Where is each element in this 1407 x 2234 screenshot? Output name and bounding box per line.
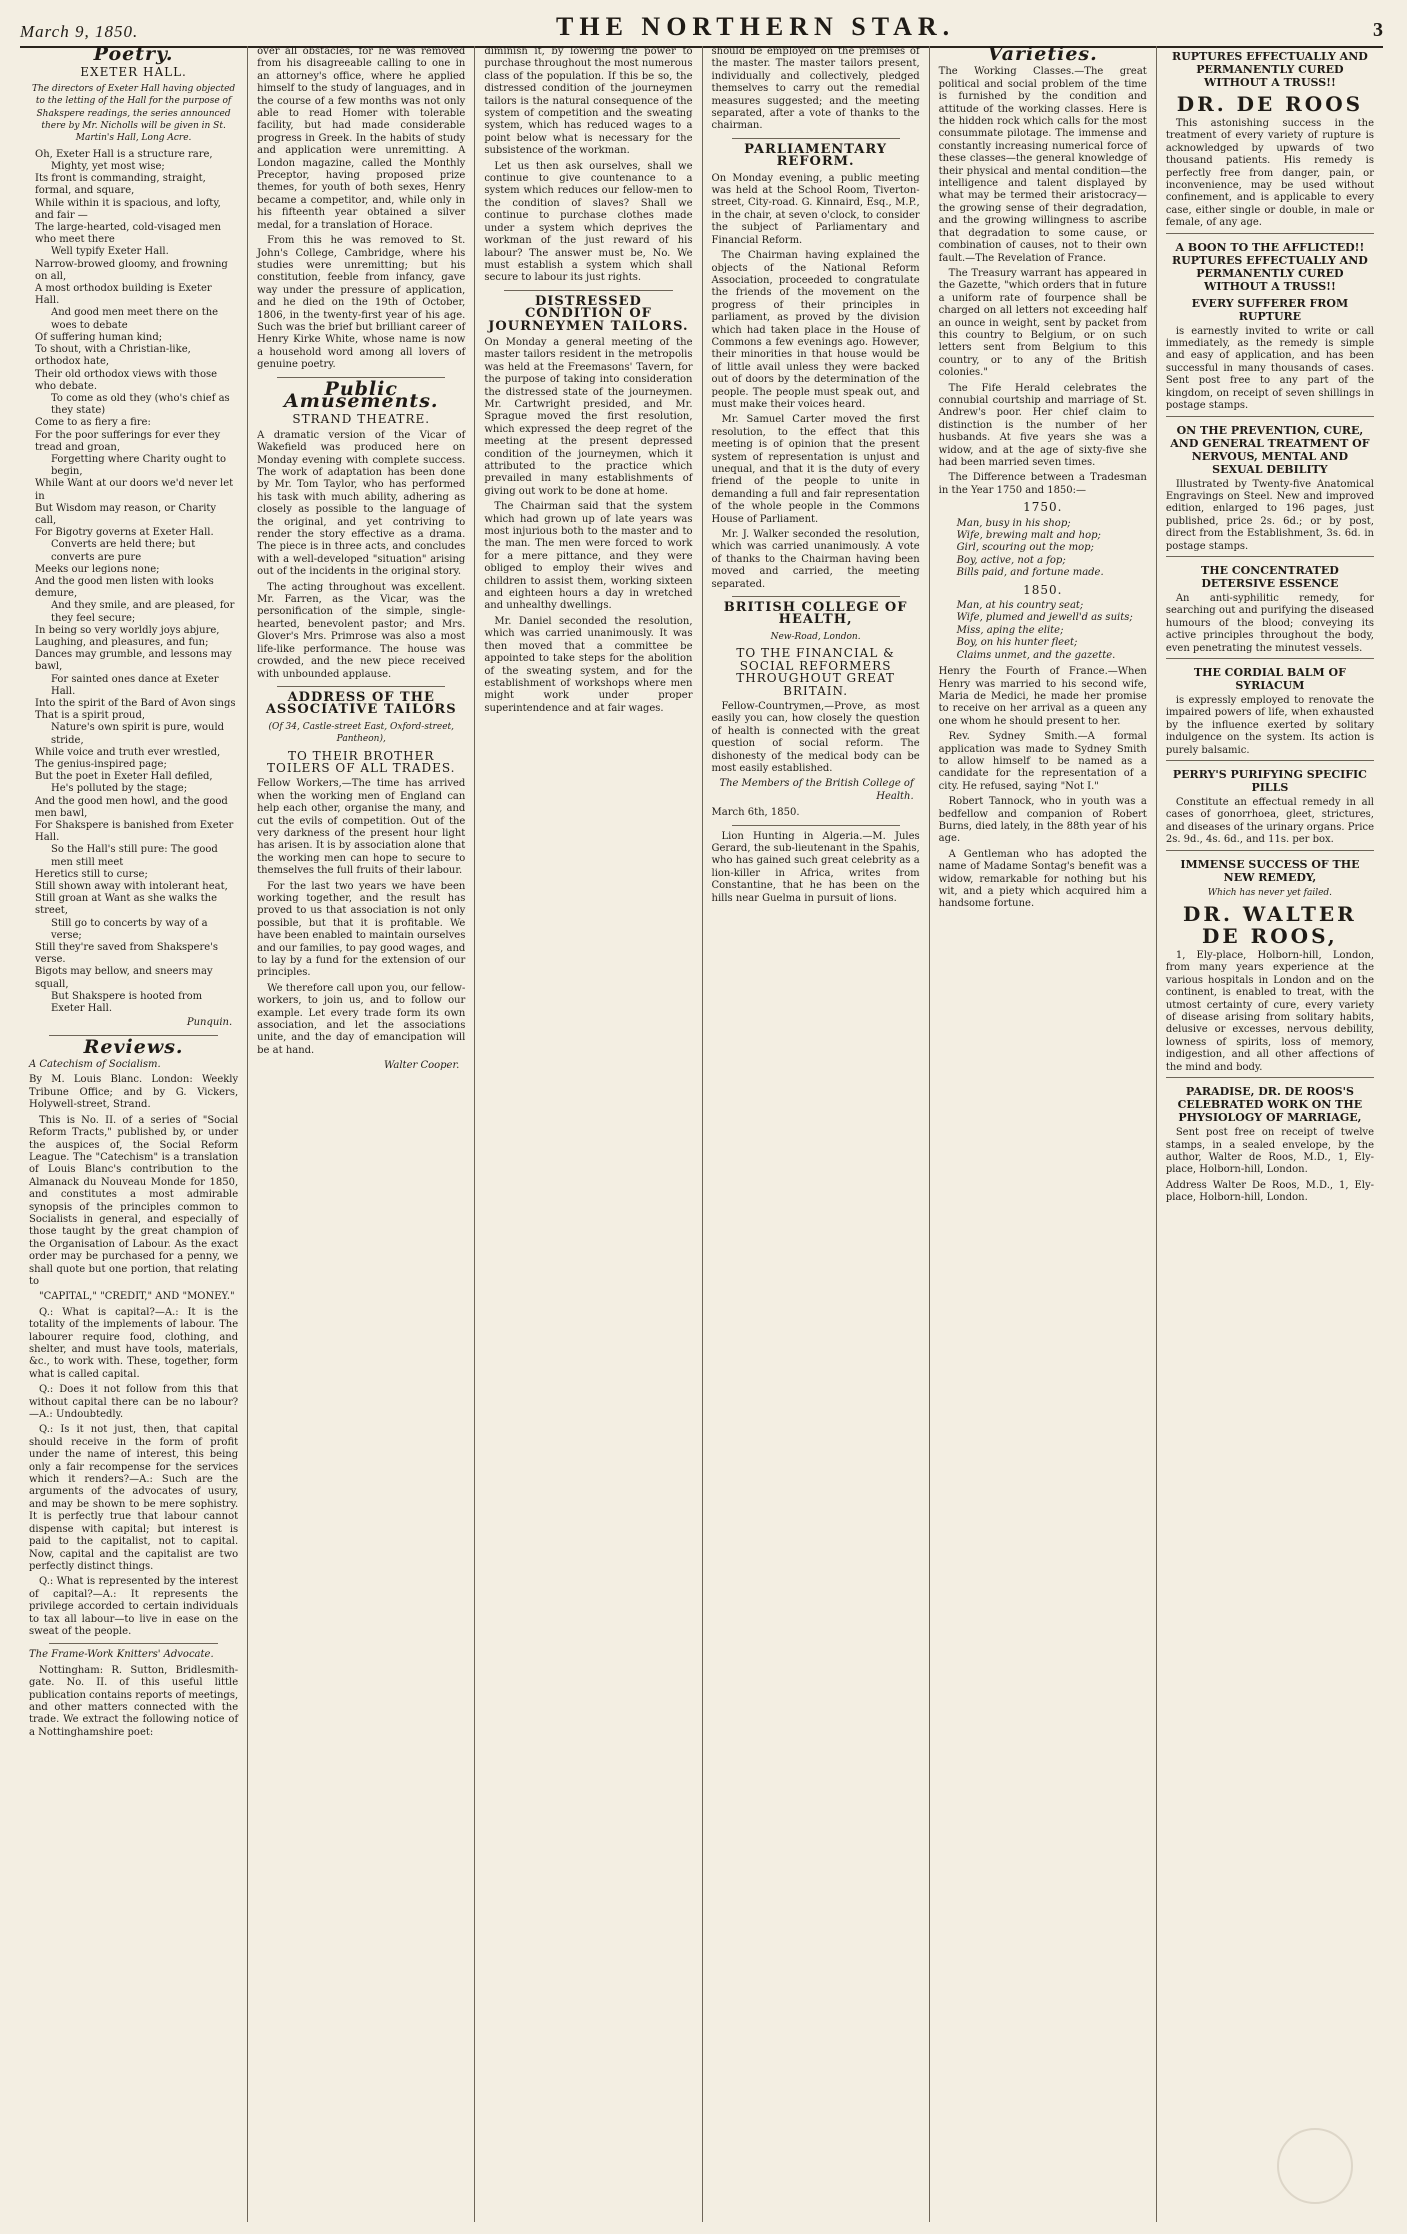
article-paragraph: Let us then ask ourselves, shall we continue to give countenance to a system which reduces our fellow-men to the condition of slaves? Shall we continue to purchase clothes made under a system which deprives the workman of the just reward of his labour? The answer must be, No. We must establish a system which shall secure to labour its just rights. [484, 160, 693, 284]
review-paragraph: Q.: Does it not follow from this that without capital there can be no labour?—A.: Undoubtedly. [29, 1384, 239, 1421]
variety-item: The Treasury warrant has appeared in the Gazette, "which orders that in future a uniform rate of fourpence shall be charged on all letters not exceeding half an ounce in weight, sent by packet from this country to Belgium, or on such letters sent from Belgium to this country, or to any of the British colonies." [938, 267, 1147, 379]
review-paragraph: "CAPITAL," "CREDIT," AND "MONEY." [39, 1291, 235, 1303]
ad-essence-heading: THE CONCENTRATED DETERSIVE ESSENCE [1201, 563, 1339, 590]
divider [732, 138, 900, 139]
year-1750-label: 1750. [1023, 500, 1063, 515]
reform-title: PARLIAMENTARY REFORM. [744, 141, 888, 170]
ad-balm-heading: THE CORDIAL BALM OF SYRIACUM [1193, 665, 1346, 692]
ad-paradise-heading: PARADISE, DR. DE ROOS'S CELEBRATED WORK ON THE PHYSIOLOGY OF MARRIAGE, [1177, 1085, 1363, 1125]
article-continuation: diminish it, by lowering the power to purchase throughout the most numerous class of the population. If this be so, the distressed condition of the journeymen tailors is the natural consequence of the system of competition and the sweating system, which has reduced wages to a point below what is necessary for the subsistence of the workman. [484, 46, 693, 157]
poem-line: While within it is spacious, and lofty, and fair — [35, 197, 221, 221]
reviews-heading: Reviews. [83, 1035, 184, 1058]
ad-remedy-heading: IMMENSE SUCCESS OF THE NEW REMEDY, [1180, 857, 1360, 884]
reform-paragraph: The Chairman having explained the objects of the National Reform Association, proceeded to congratulate the friends of the movement on the progress of their principles in parliament, as proved by the division which had taken place in the House of Commons a few evenings ago. However, their minorities in that house would be of little avail unless they were backed out of doors by the determination of the people. The people must speak out, and must make their voices heard. [711, 250, 920, 410]
columns [20, 46, 1383, 2222]
ad-pills-heading: PERRY'S PURIFYING SPECIFIC PILLS [1172, 768, 1367, 794]
variety-item: Henry the Fourth of France.—When Henry was married to his second wife, Maria de Medici, he made her promise to receive on her arrival as a queen any one whom he should present to her. [938, 666, 1147, 727]
verse-1850 [957, 600, 1147, 662]
variety-item: The Working Classes.—The great political and social problem of the time is furnished by the condition and attitude of the working classes. Here is the hidden rock which calls for the most consummate pilotage. The immense and constantly increasing numerical force of these classes—the general knowledge of their physical and mental condition—the intelligence and talent displayed by what may be termed their aristocracy—the growing sense of their degradation, and the growing willingness to ascribe that degradation to some cause, or combination of causes, not to their own fault.—The Revelation of France. [938, 66, 1147, 264]
article-continuation: should be employed on the premises of the master. The master tailors present, individually and collectively, pledged themselves to carry out the remedial measures suggested; and the meeting separated, after a vote of thanks to the chairman. [711, 46, 920, 132]
poem-line: For sainted ones dance at Exeter Hall. [51, 673, 219, 697]
review-title: A Catechism of Socialism. [29, 1059, 161, 1071]
poem-line: Of suffering human kind; [35, 331, 163, 343]
poem-line: That is a spirit proud, [35, 710, 146, 722]
theatre-paragraph: The acting throughout was excellent. Mr. Farren, as the Vicar, was the personification of the simple, single-hearted, benevolent pastor; and Mrs. Glover's Mrs. Primrose was also a most life-like performance. The house was crowded, and the new piece received with unbounded applause. [257, 581, 466, 680]
column-5 [929, 46, 1156, 2222]
ad-pills [1166, 760, 1374, 847]
verse-line: Bills paid, and fortune made. [956, 567, 1104, 579]
distress-paragraph: The Chairman said that the system which had grown up of late years was most injurious both to the master and to the man. The men were forced to work for a mere pittance, and they were obliged to employ their wives and children to assist them, working sixteen and eighteen hours a day in wretched and unhealthy dwellings. [484, 501, 693, 612]
address-recipients: TO THEIR BROTHER TOILERS OF ALL TRADES. [267, 748, 456, 775]
ad-prevention [1166, 416, 1374, 553]
ad-remedy-sub: Which has never yet failed. [1207, 887, 1333, 898]
ad-paradise-body: Sent post free on receipt of twelve stamps, in a sealed envelope, by the author, Walter de Roos, M.D., 1, Ely-place, Holborn-hill, London. [1165, 1127, 1374, 1176]
college-title: BRITISH COLLEGE OF HEALTH, [723, 600, 908, 628]
amusements-heading: Public Amusements. [283, 377, 439, 412]
poem-line: Their old orthodox views with those who debate. [35, 368, 218, 392]
ad-rupture-body: This astonishing success in the treatment of every variety of rupture is acknowledged by upwards of two thousand patients. His remedy is perfectly free from danger, pain, or inconvenience, may be used without confinement, and is applicable to every case, either single or double, in male or female, of any age. [1165, 118, 1374, 229]
ad-paradise-address: Address Walter De Roos, M.D., 1, Ely-place, Holborn-hill, London. [1165, 1179, 1374, 1204]
poem-signoff: Punquin. [186, 1017, 233, 1029]
college-subtitle: New-Road, London. [770, 631, 861, 642]
masthead [20, 8, 1383, 48]
varieties-items [939, 66, 1147, 497]
poem-line: Well typify Exeter Hall. [51, 246, 169, 258]
distress-paragraph: On Monday a general meeting of the master tailors resident in the metropolis was held at the Freemasons' Tavern, for the purpose of taking into consideration the distressed state of the journeymen. Mr. Cartwright presided, and Mr. Sprague moved the first resolution, which expressed the deep regret of the meeting at the present depressed condition of the journeymen, which it attributed to the practice which prevailed in many establishments of giving out work to be done at home. [484, 336, 693, 497]
verse-line: Wife, plumed and jewell'd as suits; [956, 612, 1133, 624]
newspaper-title: THE NORTHERN STAR. [556, 12, 956, 41]
divider [277, 686, 445, 687]
college-date: March 6th, 1850. [711, 807, 800, 819]
lion-hunting-item: Lion Hunting in Algeria.—M. Jules Gerard, the sub-lieutenant in the Spahis, who has gained such great celebrity as a lion-killer in Africa, writes from Constantine, that he has been on the hills near Guelma in pursuit of lions. [711, 830, 920, 904]
poem-line: Oh, Exeter Hall is a structure rare, [35, 148, 213, 160]
poem-line: But Shakspere is hooted from Exeter Hall. [51, 990, 203, 1015]
poem-line: But the poet in Exeter Hall defiled, [35, 771, 213, 783]
ad-prevention-heading: ON THE PREVENTION, CURE, AND GENERAL TREATMENT OF NERVOUS, MENTAL AND SEXUAL DEBILITY [1170, 423, 1370, 476]
ad-boon-heading: A BOON TO THE AFFLICTED!! RUPTURES EFFECTUALLY AND PERMANENTLY CURED WITHOUT A TRUSS!! [1172, 240, 1368, 293]
column-4 [702, 46, 929, 2222]
verse-line: Miss, aping the elite; [956, 624, 1064, 636]
column-1 [20, 46, 247, 2222]
verse-1750 [957, 518, 1147, 580]
ad-paradise [1166, 1077, 1374, 1204]
poem-line: While Want at our doors we'd never let in [35, 478, 234, 502]
poem-line: He's polluted by the stage; [51, 783, 188, 795]
poem-line: And they smile, and are pleased, for they feel secure; [51, 600, 235, 624]
poem-line: So the Hall's still pure: The good men still meet [51, 844, 218, 868]
poem-line: Still they're saved from Shakspere's verse. [35, 942, 219, 966]
theatre-review [257, 430, 465, 681]
address-subtitle: (Of 34, Castle-street East, Oxford-street, Pantheon), [268, 721, 454, 745]
review-title: The Frame-Work Knitters' Advocate. [29, 1649, 214, 1661]
article-paragraph: From this he was removed to St. John's College, Cambridge, where his studies were unremitting; but his constitution, feeble from infancy, gave way under the pressure of application, and he died on the 19th of October, 1806, in the twenty-first year of his age. Such was the brief but brilliant career of Henry Kirke White, whose name is now a household word among all lovers of genuine poetry. [257, 235, 466, 371]
ad-boon [1166, 233, 1374, 413]
poem-line: A most orthodox building is Exeter Hall. [35, 283, 212, 307]
poem-line: Still shown away with intolerant heat, [35, 881, 228, 893]
poem-line: The genius-inspired page; [35, 759, 167, 770]
ad-walter-de-roos: DR. WALTER DE ROOS, [1183, 902, 1357, 949]
poem-line: Bigots may bellow, and sneers may squall, [35, 966, 213, 990]
column-2 [247, 46, 474, 2222]
college-body: Fellow-Countrymen,—Prove, as most easily you can, how closely the question of health is connected with the great question of social reform. The dishonesty of the medical body can be most easily established. [711, 700, 920, 774]
poem-body [29, 149, 238, 1015]
ad-remedy [1166, 850, 1374, 1074]
column-3 [474, 46, 701, 2222]
poem-line: Still go to concerts by way of a verse; [51, 917, 208, 941]
review-body: Nottingham: R. Sutton, Bridlesmith-gate. No. II. of this useful little publication contains reports of meetings, and other matters connected with the trade. We extract the following notice of a Nottinghamshire poet: [29, 1664, 239, 1738]
divider [504, 290, 672, 291]
poem-line: Laughing, and pleasures, and fun; [35, 636, 209, 648]
ad-boon-sub: EVERY SUFFERER FROM RUPTURE [1191, 296, 1349, 323]
poem-line: To shout, with a Christian-like, orthodox hate, [35, 344, 191, 368]
distress-title: DISTRESSED CONDITION OF JOURNEYMEN TAILORS. [488, 293, 689, 334]
poem-line: For Bigotry governs at Exeter Hall. [35, 527, 214, 539]
poem-note: The directors of Exeter Hall having objected to the letting of the Hall for the purpose of Shakspere readings, the series announced there by Mr. Nicholls will be given in St. Martin's Hall, Long Acre. [31, 83, 236, 144]
ad-rupture-heading: RUPTURES EFFECTUALLY AND PERMANENTLY CURED WITHOUT A TRUSS!! [1172, 50, 1368, 89]
divider [732, 596, 900, 597]
ad-essence-body: An anti-syphilitic remedy, for searching out and purifying the diseased humours of the blood; conveying its active principles throughout the body, even penetrating the minutest vessels. [1165, 592, 1374, 654]
verse-line: Boy, on his hunter fleet; [956, 637, 1078, 649]
review-paragraph: Q.: What is represented by the interest of capital?—A.: It represents the privilege accorded to certain individuals to tax all labour—to live in ease on the sweat of the people. [29, 1576, 239, 1637]
varieties-more [939, 666, 1147, 911]
address-title: ADDRESS OF THE ASSOCIATIVE TAILORS [265, 689, 457, 718]
college-signoff: The Members of the British College of Health. [719, 778, 914, 802]
variety-item: The Fife Herald celebrates the connubial courtship and marriage of St. Andrew's poor. Her chief claim to distinction is the number of her husbands. At five years she was a widow, and at the age of sixty-five she had been married seven times. [938, 382, 1147, 468]
poem-line: In being so very worldly joys abjure, [35, 624, 220, 636]
reform-paragraph: Mr. Samuel Carter moved the first resolution, to the effect that this meeting is of opinion that the present system of representation is unjust and unequal, and that it is the duty of every friend of the people to unite in demanding a full and fair representation of the whole people in the Commons House of Parliament. [711, 414, 920, 525]
poetry-heading: Poetry. [93, 46, 174, 65]
poem-line: But Wisdom may reason, or Charity call, [35, 502, 217, 526]
variety-item: A Gentleman who has adopted the name of Madame Sontag's benefit was a widow, remarkable for nothing but his wit, and a piety which acquired him a handsome fortune. [938, 848, 1147, 910]
poem-line: Nature's own spirit is pure, would stride, [51, 722, 225, 746]
variety-item: Robert Tannock, who in youth was a bedfellow and companion of Robert Burns, died lately, in the 88th year of his age. [938, 796, 1147, 845]
ad-rupture-doctor: DR. DE ROOS [1176, 92, 1364, 116]
poem-line: Meeks our legions none; [35, 563, 160, 575]
address-paragraph: We therefore call upon you, our fellow-workers, to join us, and to follow our example. Let every trade form its own association, and let the associations unite, and the day of emancipation will be at hand. [257, 982, 466, 1056]
ad-boon-body: is earnestly invited to write or call immediately, as the remedy is simple and easy of application, and has been successful in many thousands of cases. Sent post free to any part of the kingdom, on receipt of seven shillings in postage stamps. [1165, 325, 1374, 412]
theatre-paragraph: A dramatic version of the Vicar of Wakefield was produced here on Monday evening with complete success. The work of adaptation has been done by Mr. Tom Taylor, who has performed his task with much ability, adhering as closely as possible to the language of the original, and yet contriving to render the story effective as a drama. The piece is in three acts, and concludes with a well-developed "situation" arising out of the incidents in the original story. [257, 429, 466, 578]
verse-line: Man, at his country seat; [956, 600, 1084, 612]
varieties-heading: Varieties. [987, 46, 1098, 65]
distress-body [484, 337, 692, 715]
distress-paragraph: Mr. Daniel seconded the resolution, which was carried unanimously. It was then moved that a committee be appointed to take steps for the abolition of the sweating system, and for the establishment of workshops where men might work under proper superintendence and at fair wages. [484, 615, 693, 714]
poem-line: And good men meet there on the woes to debate [51, 307, 219, 331]
ad-walter-body: 1, Ely-place, Holborn-hill, London, from many years experience at the various hospitals in London and on the continent, is enabled to treat, with the utmost certainty of cure, every variety of disease arising from solitary habits, delusive or excesses, nervous debility, lowness of spirits, loss of memory, indigestion, and all other affections of the mind and body. [1165, 950, 1374, 1073]
ad-pills-body: Constitute an effectual remedy in all cases of gonorrhoea, gleet, strictures, and diseases of the urinary organs. Price 2s. 9d., 4s. 6d., and 11s. per box. [1165, 797, 1374, 846]
address-paragraph: Fellow Workers,—The time has arrived when the working men of England can help each other, organise the many, and cut the evils of competition. Out of the very darkness of the present hour light has arisen. It is by association alone that the working men can hope to secure to themselves the full fruits of their labour. [257, 778, 466, 877]
poem-line: Forgetting where Charity ought to begin, [51, 453, 226, 478]
divider [732, 825, 900, 826]
poem-line: And the good men listen with looks demure, [35, 575, 214, 600]
address-paragraph: For the last two years we have been working together, and the result has proved to us that association is not only possible, but that it is profitable. We have been enabled to maintain ourselves and our families, to pay good wages, and to lay by a fund for the extension of our principles. [257, 880, 466, 979]
verse-line: Wife, brewing malt and hop; [956, 530, 1101, 542]
poem-title: EXETER HALL. [80, 65, 187, 80]
verse-line: Boy, active, not a fop; [956, 554, 1066, 566]
review-paragraph: By M. Louis Blanc. London: Weekly Tribune Office; and by G. Vickers, Holywell-street, Strand. [29, 1074, 239, 1111]
poem-line: Narrow-browed gloomy, and frowning on all, [35, 258, 228, 282]
reform-body [712, 173, 920, 591]
verse-line: Girl, scouring out the mop; [956, 542, 1094, 554]
poem-line: Still groan at Want as she walks the street, [35, 893, 218, 917]
column-6-advertisements [1156, 46, 1383, 2222]
address-signoff: Walter Cooper. [383, 1060, 460, 1072]
reform-paragraph: Mr. J. Walker seconded the resolution, which was carried unanimously. A vote of thanks to the Chairman having been moved and carried, the meeting separated. [711, 529, 920, 590]
variety-item: The Difference between a Tradesman in the Year 1750 and 1850:— [938, 472, 1147, 496]
poem-line: Dances may grumble, and lessons may bawl, [35, 649, 232, 673]
review-paragraph: Q.: Is it not just, then, that capital should receive in the form of profit under the name of interest, this being only a fair recompense for the services which it renders?—A.: Such are the arguments of the advocates of usury, and may be shown to be mere sophistry. It is perfectly true that labour cannot dispense with capital; but interest is paid to the capitalist, not to capital. Now, capital and the capitalist are two perfectly distinct things. [29, 1424, 239, 1572]
ad-essence [1166, 556, 1374, 655]
theatre-title: STRAND THEATRE. [292, 412, 431, 427]
divider [49, 1643, 218, 1644]
verse-line: Man, busy in his shop; [956, 517, 1071, 529]
article-continuation: over all obstacles, for he was removed from his disagreeable calling to one in an attorney's office, where he applied himself to the study of languages, and in the course of a few months was not only able to read Homer with tolerable facility, but had made considerable progress in Greek. In the habits of study and application were unremitting. A London magazine, called the Monthly Preceptor, having proposed prize themes, for youth of both sexes, Henry became a competitor, and, while only in his fifteenth year obtained a silver medal, for a translation of Horace. [257, 46, 466, 231]
poem-line: Into the spirit of the Bard of Avon sings [35, 697, 236, 709]
poem-line: While voice and truth ever wrestled, [35, 746, 221, 758]
poem-line: Come to as fiery a fire: [35, 417, 151, 429]
review-paragraph: Q.: What is capital?—A.: It is the totality of the implements of labour. The labourer require food, clothing, and shelter, and must have tools, materials, &c., to work with. These, together, form what is called capital. [29, 1306, 239, 1380]
poem-line: Mighty, yet most wise; [51, 161, 165, 173]
poem-line: And the good men howl, and the good men bawl, [35, 795, 228, 819]
poem-line: Its front is commanding, straight, formal, and square, [35, 173, 206, 197]
review-body [29, 1074, 238, 1638]
ad-prevention-body: Illustrated by Twenty-five Anatomical Engravings on Steel. New and improved edition, enlarged to 196 pages, just published, price 2s. 6d.; or by post, direct from the Establishment, 3s. 6d. in postage stamps. [1165, 478, 1374, 552]
poem-line: To come as old they (who's chief as they state) [51, 392, 230, 417]
year-1850-label: 1850. [1023, 582, 1063, 597]
poem-line: Converts are held there; but converts are pure [51, 539, 196, 563]
library-stamp-icon [1277, 2128, 1353, 2204]
address-body [257, 778, 465, 1057]
poem-line: For Shakspere is banished from Exeter Hall. [35, 820, 234, 844]
reform-paragraph: On Monday evening, a public meeting was held at the School Room, Tiverton-street, City-road. G. Kinnaird, Esq., M.P., in the chair, at seven o'clock, to consider the subject of Parliamentary and Financial Reform. [711, 172, 920, 246]
review-paragraph: This is No. II. of a series of "Social Reform Tracts," published by, or under the auspices of, the Social Reform League. The "Catechism" is a translation of Louis Blanc's contribution to the Almanack du Nouveau Monde for 1850, and constitutes a most admirable synopsis of the principles common to Socialists in general, and especially of those taught by the great champion of the Organisation of Labour. As the exact order may be purchased for a penny, we shall quote but one portion, that relating to [29, 1114, 239, 1287]
ad-balm [1166, 658, 1374, 757]
variety-item: Rev. Sydney Smith.—A formal application was made to Sydney Smith to allow himself to be named as a candidate for the representation of a city. He refused, saying "Not I." [938, 731, 1147, 792]
poem-line: For the poor sufferings for ever they tread and groan, [35, 429, 221, 453]
ad-balm-body: is expressly employed to renovate the impaired powers of life, when exhausted by the influence exerted by solitary indulgence on the system. Its action is purely balsamic. [1165, 694, 1374, 756]
poem-line: The large-hearted, cold-visaged men who meet there [35, 222, 221, 246]
college-recipients: TO THE FINANCIAL & SOCIAL REFORMERS THROUGHOUT GREAT BRITAIN. [736, 646, 895, 698]
issue-date: March 9, 1850. [20, 22, 139, 41]
poem-line: Heretics still to curse; [35, 868, 148, 880]
verse-line: Claims unmet, and the gazette. [956, 649, 1116, 661]
page-number: 3 [1372, 19, 1383, 41]
